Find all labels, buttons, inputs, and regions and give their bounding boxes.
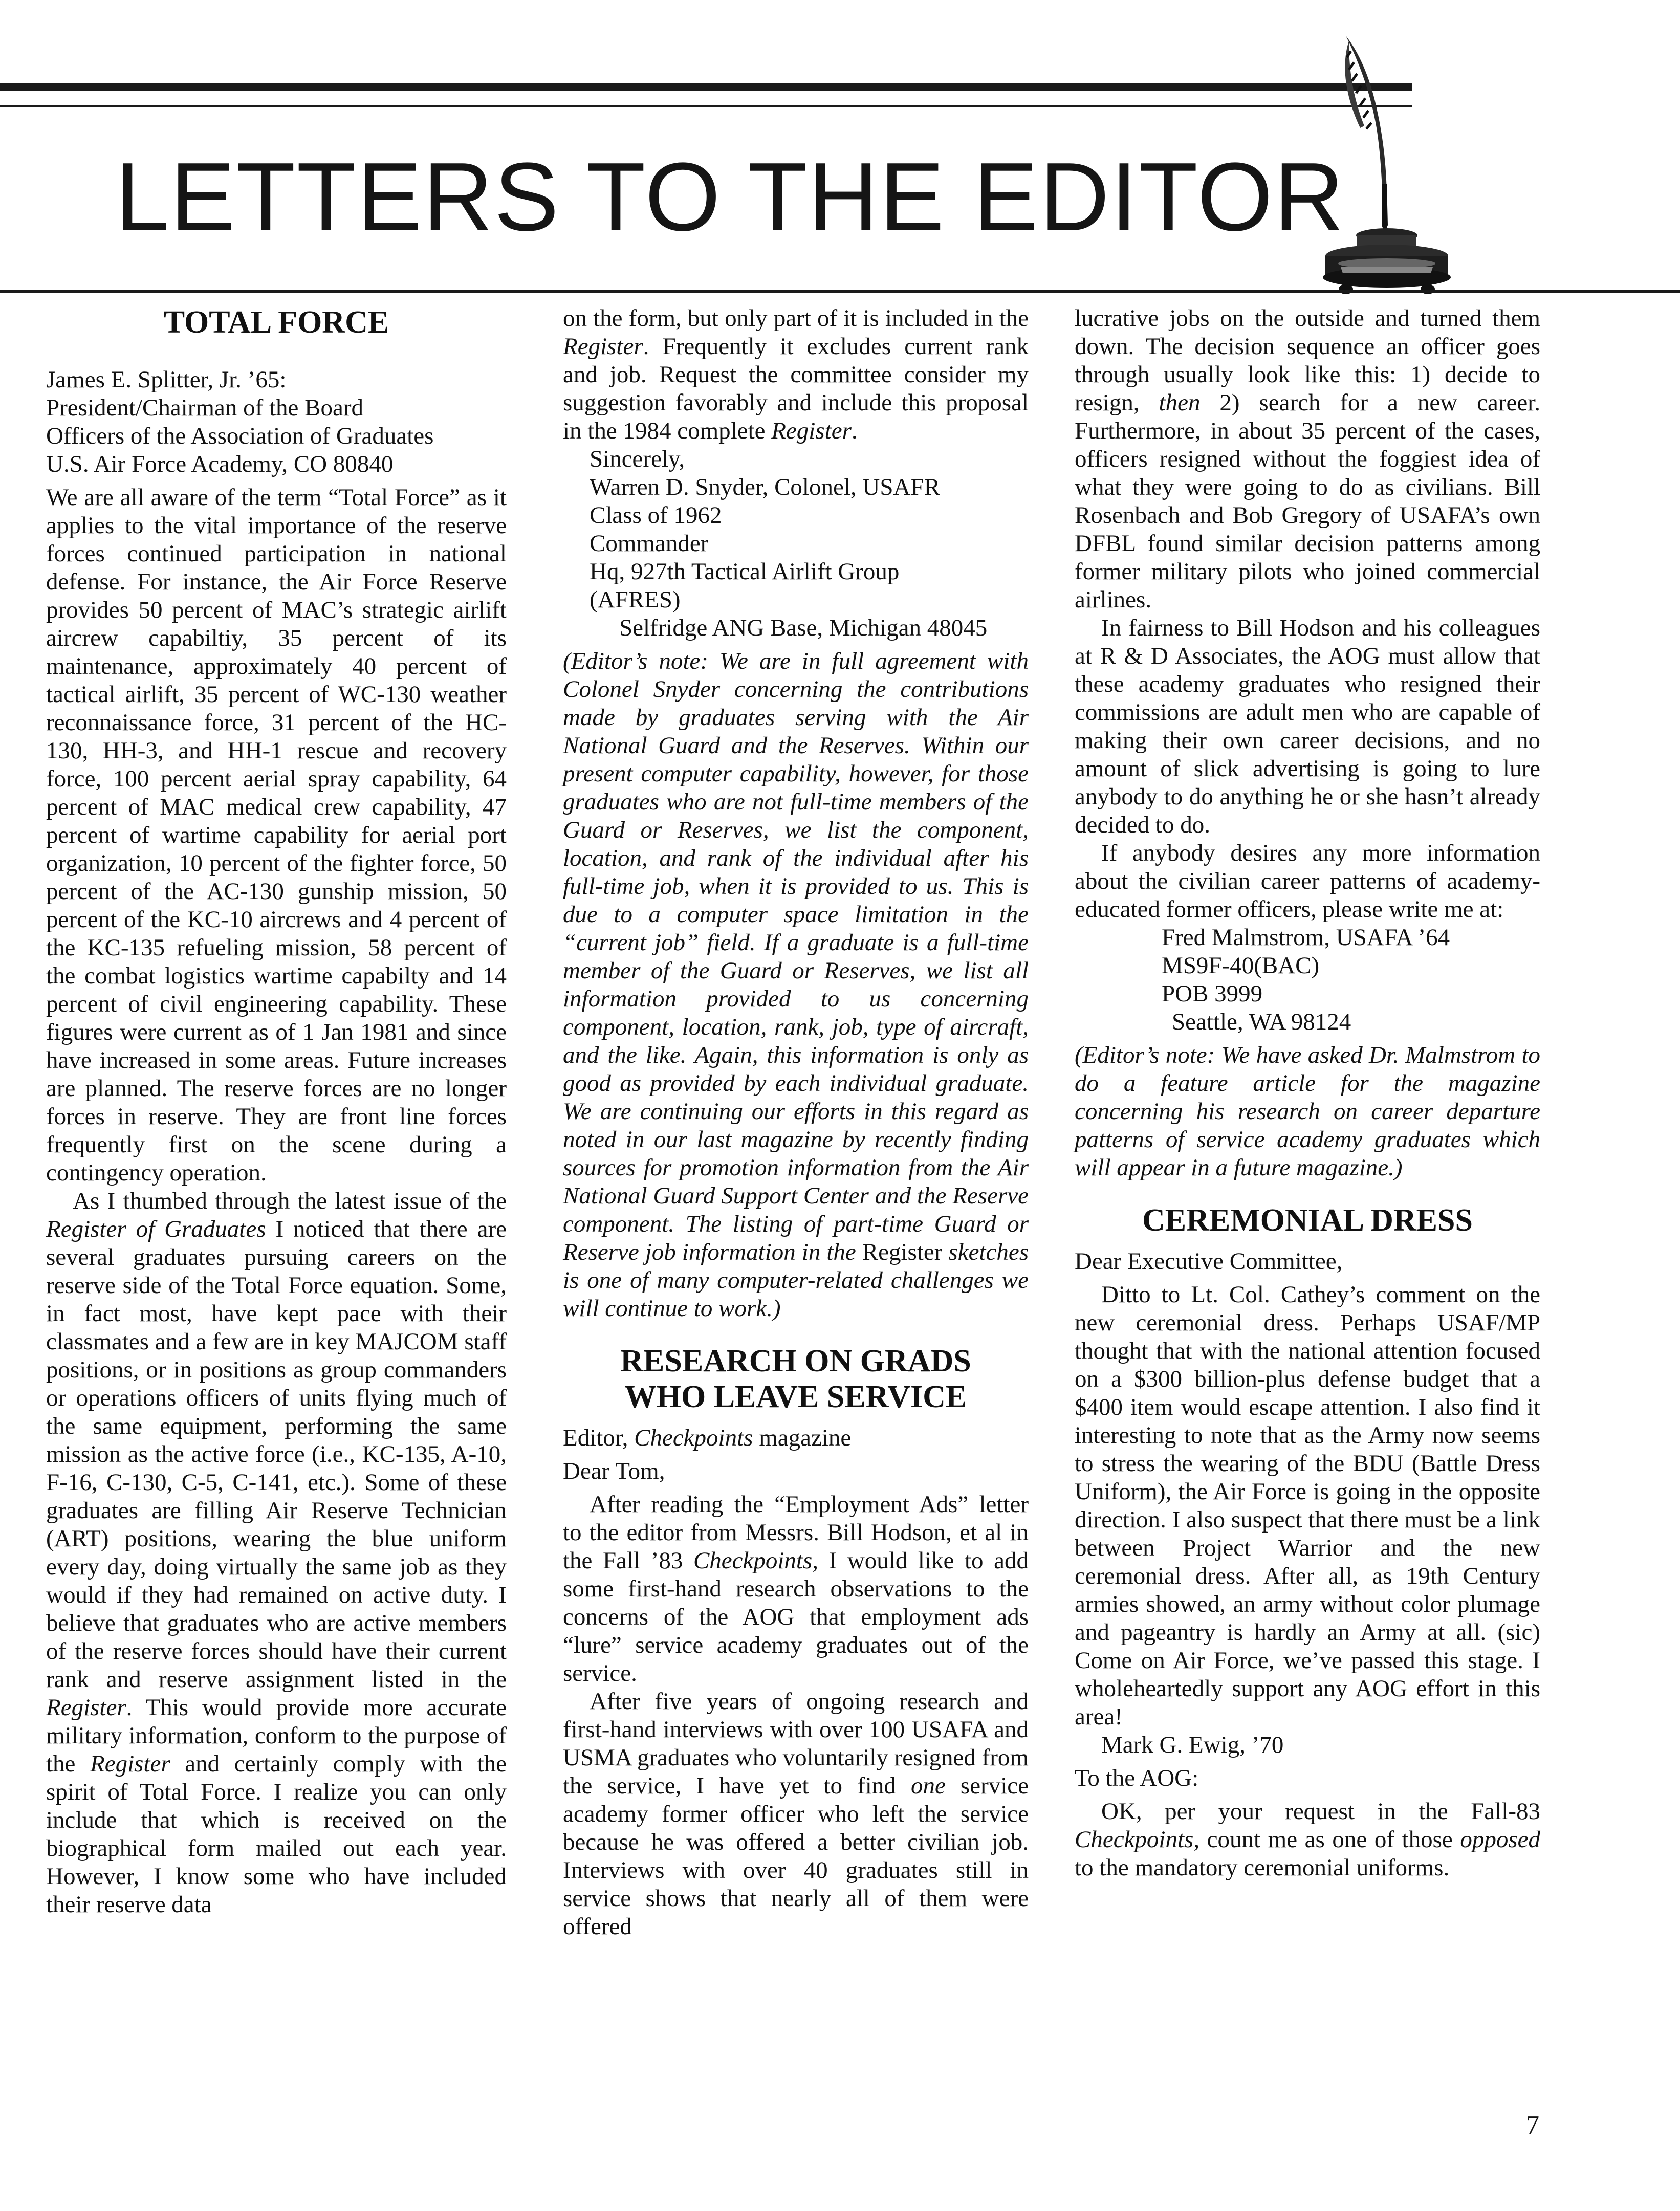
column-1: [46, 304, 507, 1919]
address-line-3: Officers of the Association of Graduates: [46, 423, 434, 449]
signature-line: Warren D. Snyder, Colonel, USAFR: [590, 474, 940, 500]
paragraph: In fairness to Bill Hodson and his colleagues at R & D Associates, the AOG must allow that these academy graduates who resigned their commissions are adult men who are capable of making their own career decisions, and no amount of slick advertising is going to lure anybody to do anything he or she hasn’t already decided to do.: [1075, 615, 1540, 838]
signoff: Mark G. Ewig, ’70: [1101, 1732, 1284, 1758]
signature-line: Hq, 927th Tactical Airlift Group: [590, 558, 900, 585]
header-rule-bottom: [0, 290, 1680, 293]
signature-line: Commander: [590, 530, 709, 557]
address-line: Fred Malmstrom, USAFA ’64: [1162, 924, 1450, 951]
paragraph: OK, per your request in the Fall-83 Checkpoints, count me as one of those opposed to the mandatory ceremonial uniforms.: [1075, 1798, 1540, 1881]
address-line-4: U.S. Air Force Academy, CO 80840: [46, 451, 394, 477]
salutation: Dear Tom,: [563, 1458, 665, 1484]
address-line: MS9F-40(BAC): [1162, 952, 1320, 979]
address-line-1: James E. Splitter, Jr. ’65:: [46, 366, 287, 393]
address-line: POB 3999: [1162, 980, 1263, 1007]
address-city: Seattle, WA 98124: [1172, 1009, 1351, 1035]
signature-line: Class of 1962: [590, 502, 722, 529]
paragraph: lucrative jobs on the outside and turned them down. The decision sequence an officer goes through usually look like this: 1) decide to resign, then 2) search for a new career. Furthermore, in about 35 percent of the cases, officers resigned without the foggiest idea of what they were going to do as civilians. Bill Rosenbach and Bob Gregory of USAFA’s own DFBL found similar decision patterns among former military pilots who joined commercial airlines.: [1075, 305, 1540, 613]
column-2: [563, 304, 1029, 1941]
signature-city: Selfridge ANG Base, Michigan 48045: [619, 615, 988, 641]
column-3: [1075, 304, 1540, 1882]
address-line-2: President/Chairman of the Board: [46, 395, 363, 421]
header-rule-thin: [0, 105, 1412, 107]
heading-ceremonial-dress: CEREMONIAL DRESS: [1142, 1203, 1473, 1238]
signature-line: Sincerely,: [590, 446, 685, 472]
heading-total-force: TOTAL FORCE: [163, 305, 389, 340]
paragraph: As I thumbed through the latest issue of the Register of Graduates I noticed that there are several graduates pursuing careers on the reserve side of the Total Force equation. Some, in fact most, have kept pace with their classmates and a few are in key MAJCOM staff positions, or in positions as group commanders or operations officers of units flying much of the same equipment, performing the same mission as the active force (i.e., KC-135, A-10, F-16, C-130, C-5, C-141, etc.). Some of these graduates are filling Air Reserve Technician (ART) positions, wearing the blue uniform every day, doing virtually the same job as they would if they had remained on active duty. I believe that graduates who are active members of the reserve forces should have their current rank and reserve assignment listed in the Register. This would provide more accurate military information, conform to the purpose of the Register and certainly comply with the spirit of Total Force. I realize you can only include that which is received on the biographical form mailed out each year. However, I know some who have included their reserve data: [46, 1188, 507, 1918]
salutation: Dear Executive Committee,: [1075, 1248, 1343, 1275]
header-rule-thick: [0, 83, 1412, 91]
paragraph: Ditto to Lt. Col. Cathey’s comment on the new ceremonial dress. Perhaps USAF/MP thought that with the national attention focused on a $300 billion-plus defense budget that a $400 item would escape attention. I also find it interesting to note that as the Army now seems to stress the wearing of the BDU (Battle Dress Uniform), the Air Force is going in the opposite direction. I also suspect that there must be a link between Project Warrior and the new ceremonial dress. After all, as 19th Century armies showed, an army without color plumage and pageantry is hardly an Army at all. (sic) Come on Air Force, we’ve passed this stage. I wholeheartedly support any AOG effort in this area!: [1075, 1281, 1540, 1730]
signature-line: (AFRES): [590, 586, 681, 613]
paragraph: After reading the “Employment Ads” letter to the editor from Messrs. Bill Hodson, et al in the Fall ’83 Checkpoints, I would like to add some first-hand research observations to the concerns of the AOG that employment ads “lure” service academy graduates out of the service.: [563, 1491, 1029, 1687]
editor-note: (Editor’s note: We have asked Dr. Malmstrom to do a feature article for the magazine concerning his research on career departure patterns of service academy graduates which will appear in a future magazine.): [1075, 1042, 1540, 1181]
paragraph: We are all aware of the term “Total Force” as it applies to the vital importance of the reserve forces continued participation in national defense. For instance, the Air Force Reserve provides 50 percent of MAC’s strategic airlift aircrew capabiltiy, 35 percent of its maintenance, approximately 40 percent of tactical airlift, 35 percent of WC-130 weather reconnaissance force, 31 percent of the HC-130, HH-3, and HH-1 rescue and recovery force, 100 percent aerial spray capability, 64 percent of MAC medical crew capability, 47 percent of wartime capability for aerial port organization, 10 percent of the fighter force, 50 percent of the AC-130 gunship mission, 50 percent of the KC-10 aircrews and 4 percent of the KC-135 refueling mission, 58 percent of the combat logistics wartime capabilty and 14 percent of civil engineering capability. These figures were current as of 1 Jan 1981 and since have increased in some areas. Future increases are planned. The reserve forces are no longer forces in reserve. They are front line forces frequently first on the scene during a contingency operation.: [46, 484, 507, 1186]
page-title: LETTERS TO THE EDITOR: [115, 143, 1345, 251]
editor-line: Editor, Checkpoints magazine: [563, 1425, 852, 1451]
heading-research-on-grads: RESEARCH ON GRADS WHO LEAVE SERVICE: [620, 1344, 971, 1414]
paragraph: on the form, but only part of it is included in the Register. Frequently it excludes current rank and job. Request the committee consider my suggestion favorably and include this proposal in the 1984 complete Register.: [563, 305, 1029, 444]
salutation: To the AOG:: [1075, 1765, 1199, 1791]
editor-note: (Editor’s note: We are in full agreement with Colonel Snyder concerning the contributions made by graduates serving with the Air National Guard and the Reserves. Within our present computer capability, however, for those graduates who are not full-time members of the Guard or Reserves, we list the component, location, and rank of the individual after his full-time job, when it is provided to us. This is due to a computer space limitation in the “current job” field. If a graduate is a full-time member of the Guard or Reserves, we list all information provided to us concerning component, location, rank, job, type of aircraft, and the like. Again, this information is only as good as provided by each individual graduate. We are continuing our efforts in this regard as noted in our last magazine by recently finding sources for promotion information from the Air National Guard Support Center and the Reserve component. The listing of part-time Guard or Reserve job information in the Register sketches is one of many computer-related challenges we will continue to work.): [563, 648, 1029, 1322]
page-number: 7: [1526, 2111, 1539, 2140]
quill-inkwell-icon: [1310, 31, 1464, 307]
paragraph: If anybody desires any more information about the civilian career patterns of academy-educated former officers, please write me at:: [1075, 840, 1540, 923]
paragraph: After five years of ongoing research and first-hand interviews with over 100 USAFA and USMA graduates who voluntarily resigned from the service, I have yet to find one service academy former officer who left the service because he was offered a better civilian job. Interviews with over 40 graduates still in service shows that nearly all of them were offered: [563, 1688, 1029, 1940]
